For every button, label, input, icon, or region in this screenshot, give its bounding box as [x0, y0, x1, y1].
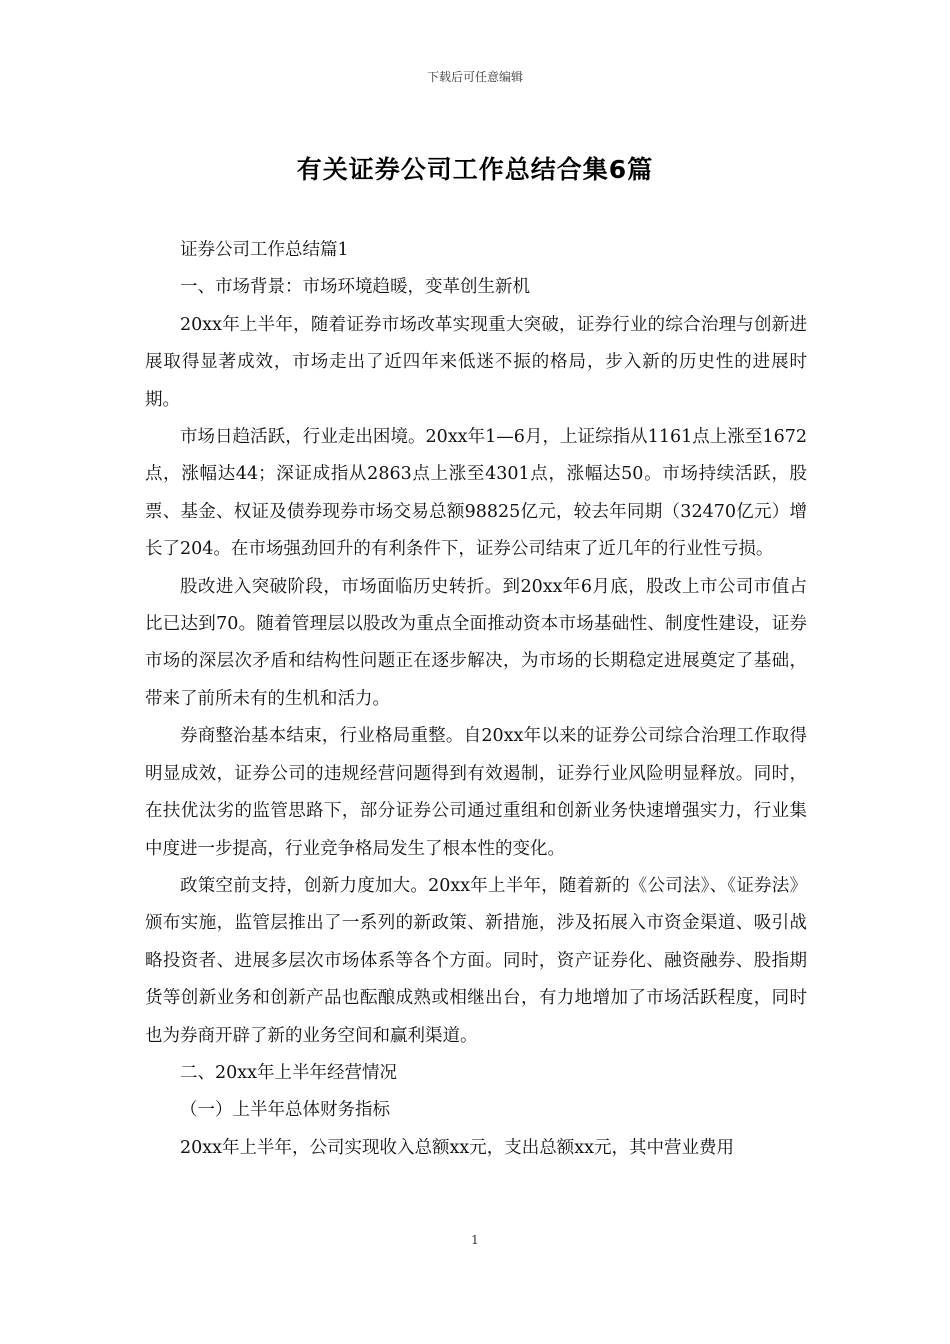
body-paragraph: 券商整治基本结束，行业格局重整。自20xx年以来的证券公司综合治理工作取得明显成效，证券公司的违规经营问题得到有效遏制，证券行业风险明显释放。同时，在扶优汰劣的监管思路下，部分证券公司通过重组和创新业务快速增强实力，行业集中度进一步提高，行业竞争格局发生了根本性的变化。 — [145, 726, 807, 859]
body-paragraph: 政策空前支持，创新力度加大。20xx年上半年，随着新的《公司法》、《证券法》颁布实施，监管层推出了一系列的新政策、新措施，涉及拓展入市资金渠道、吸引战略投资者、进展多层次市场体系等各个方面。同时，资产证券化、融资融券、股指期货等创新业务和创新产品也酝酿成熟或相继出台，有力地增加了市场活跃程度，同时也为券商开辟了新的业务空间和赢利渠道。 — [145, 875, 807, 1046]
document-title: 有关证券公司工作总结合集6篇 — [296, 155, 654, 184]
subsection-heading: 二、20xx年上半年经营情况 — [180, 1062, 398, 1083]
document-body — [145, 232, 807, 1167]
body-paragraph: 20xx年上半年，公司实现收入总额xx元，支出总额xx元，其中营业费用 — [180, 1137, 734, 1158]
page-header: 下载后可任意编辑 — [426, 70, 523, 84]
body-paragraph: 市场日趋活跃，行业走出困境。20xx年1—6月，上证综指从1161点上涨至1672点，涨幅达44；深证成指从2863点上涨至4301点，涨幅达50。市场持续活跃，股票、基金、权证及债券现券市场交易总额98825亿元，较去年同期（32470亿元）增长了204。在市场强劲回升的有利条件下，证券公司结束了近几年的行业性亏损。 — [145, 427, 807, 560]
subsection-heading: （一）上半年总体财务指标 — [180, 1100, 390, 1121]
page-number: 1 — [471, 1233, 479, 1247]
body-paragraph: 股改进入突破阶段，市场面临历史转折。到20xx年6月底，股改上市公司市值占比已达到70。随着管理层以股改为重点全面推动资本市场基础性、制度性建设，证券市场的深层次矛盾和结构性问题正在逐步解决，为市场的长期稳定进展奠定了基础，带来了前所未有的生机和活力。 — [145, 576, 807, 709]
subsection-heading: 一、市场背景：市场环境趋暖，变革创生新机 — [180, 277, 530, 298]
body-paragraph: 20xx年上半年，随着证券市场改革实现重大突破，证券行业的综合治理与创新进展取得显著成效，市场走出了近四年来低迷不振的格局，步入新的历史性的进展时期。 — [145, 314, 807, 410]
section-heading: 证券公司工作总结篇1 — [180, 240, 349, 260]
